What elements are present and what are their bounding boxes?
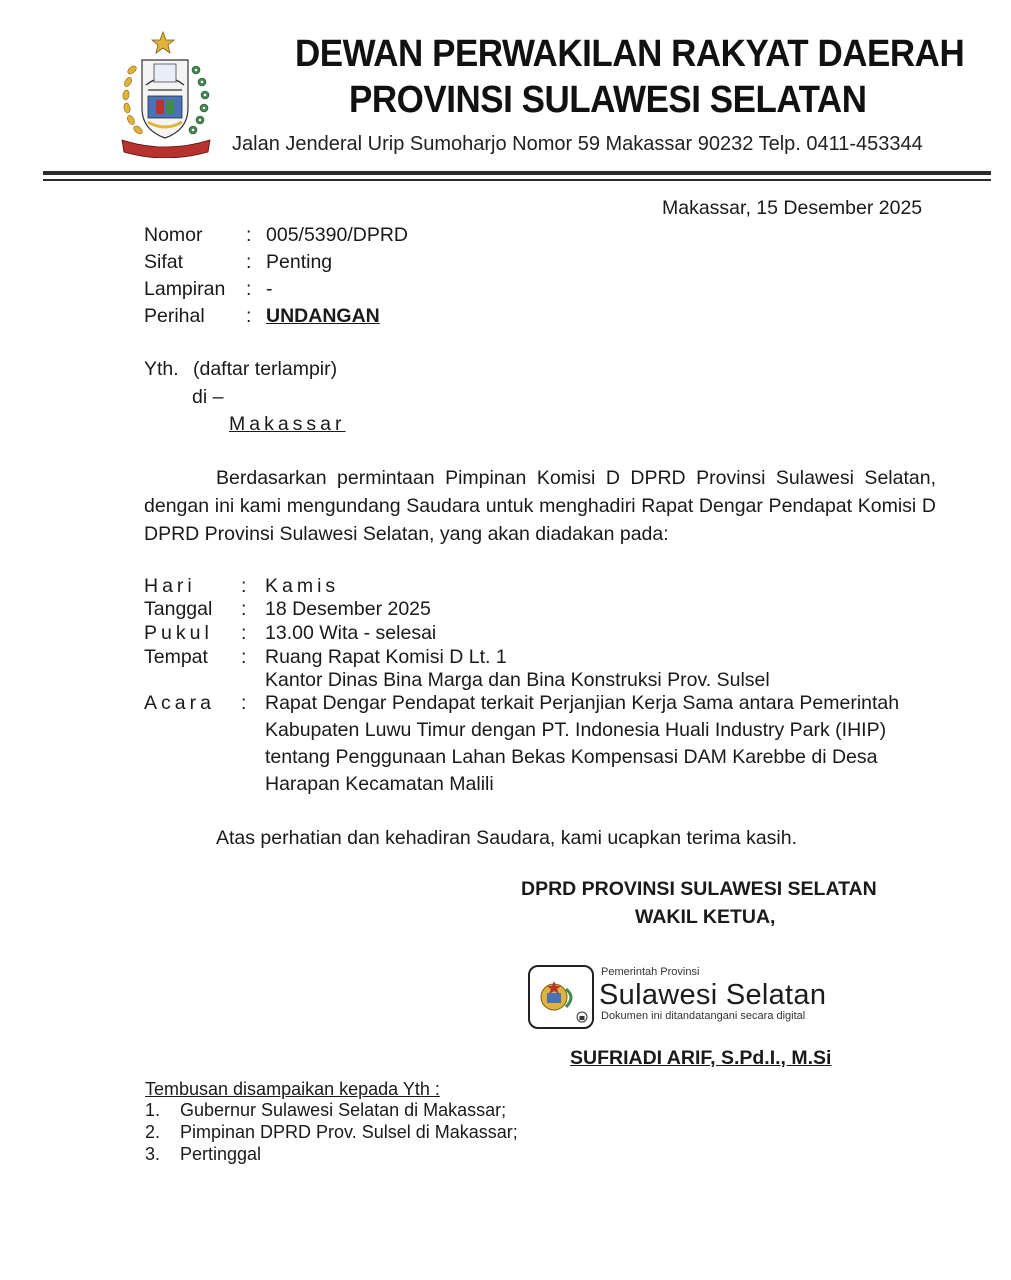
signatory-name: SUFRIADI ARIF, S.Pd.I., M.Si [570, 1047, 832, 1069]
meta-colon: : [246, 278, 252, 300]
cc-item-num: 3. [145, 1144, 161, 1164]
cc-item-num: 2. [145, 1122, 161, 1142]
meta-colon: : [246, 251, 252, 273]
schedule-label-pukul: Pukul [144, 622, 213, 644]
schedule-value-tanggal: 18 Desember 2025 [265, 598, 431, 620]
provincial-emblem-logo [118, 30, 216, 158]
meta-colon: : [246, 224, 252, 246]
letterhead-rule-thick [43, 171, 991, 175]
body-paragraph-text: Berdasarkan permintaan Pimpinan Komisi D DPRD Provinsi Sulawesi Selatan, dengan ini kami mengundang Saudara untuk menghadiri Rapat Dengar Pendapat Komisi D DPRD Provinsi Sulawesi Selatan, yang akan diadakan pada: [144, 467, 936, 545]
schedule-value-pukul: 13.00 Wita - selesai [265, 622, 437, 644]
cotton-branch-icon [189, 66, 209, 134]
schedule-value-acara: Rapat Dengar Pendapat terkait Perjanjian Kerja Sama antara Pemerintah Kabupaten Luwu Timur dengan PT. Indonesia Huali Industry Park (IHIP) tentang Penggunaan Lahan Bekas Kompensasi DAM Karebbe di Desa Harapan Kecamatan Malili [265, 692, 900, 795]
letterhead-rule-thin [43, 179, 991, 181]
letter-date: Makassar, 15 Desember 2025 [662, 197, 923, 219]
signature-position: WAKIL KETUA, [635, 906, 776, 928]
meta-colon: : [246, 305, 252, 327]
meta-value-sifat: Penting [266, 251, 333, 273]
meta-label-lampiran: Lampiran [144, 278, 226, 300]
badge-note-text: Dokumen ini ditandatangani secara digital [601, 1010, 806, 1022]
schedule-colon: : [241, 622, 247, 644]
signature-organization: DPRD PROVINSI SULAWESI SELATAN [521, 878, 877, 900]
schedule-label-hari: Hari [144, 575, 196, 597]
cc-item-text: Pertinggal [180, 1144, 262, 1164]
meta-value-lampiran: - [266, 278, 273, 300]
meta-value-nomor: 005/5390/DPRD [266, 224, 409, 246]
badge-top-text: Pemerintah Provinsi [601, 966, 700, 978]
schedule-label-tanggal: Tanggal [144, 598, 213, 620]
recipient-di: di – [192, 386, 224, 408]
letterhead-institution: DEWAN PERWAKILAN RAKYAT DAERAH [295, 33, 965, 75]
cc-item-text: Pimpinan DPRD Prov. Sulsel di Makassar; [180, 1122, 518, 1142]
schedule-colon: : [241, 646, 247, 668]
closing-sentence: Atas perhatian dan kehadiran Saudara, kami ucapkan terima kasih. [216, 827, 798, 849]
schedule-colon: : [241, 575, 247, 597]
schedule-label-acara: Acara [144, 692, 215, 714]
schedule-value-tempat-line1: Ruang Rapat Komisi D Lt. 1 [265, 646, 507, 668]
badge-main-text: Sulawesi Selatan [599, 979, 827, 1011]
schedule-value-tempat-line2: Kantor Dinas Bina Marga dan Bina Konstruksi Prov. Sulsel [265, 669, 770, 691]
meta-label-sifat: Sifat [144, 251, 184, 273]
cc-item-num: 1. [145, 1100, 161, 1120]
body-paragraph [144, 464, 936, 548]
schedule-colon: : [241, 598, 247, 620]
recipient-city: Makassar [229, 413, 346, 435]
meta-label-nomor: Nomor [144, 224, 203, 246]
meta-value-perihal: UNDANGAN [266, 305, 380, 327]
recipient-name: (daftar terlampir) [193, 358, 338, 380]
meta-label-perihal: Perihal [144, 305, 205, 327]
digital-signature-badge [528, 965, 594, 1029]
letterhead-address: Jalan Jenderal Urip Sumoharjo Nomor 59 Makassar 90232 Telp. 0411-453344 [232, 133, 923, 155]
cc-item-text: Gubernur Sulawesi Selatan di Makassar; [180, 1100, 507, 1120]
cc-title: Tembusan disampaikan kepada Yth : [145, 1079, 440, 1099]
star-icon [152, 32, 174, 53]
schedule-value-hari: Kamis [265, 575, 340, 597]
letterhead-province: PROVINSI SULAWESI SELATAN [349, 79, 867, 121]
schedule-label-tempat: Tempat [144, 646, 208, 668]
schedule-colon: : [241, 692, 247, 714]
rice-sheaf-icon [122, 64, 144, 135]
recipient-yth: Yth. [144, 358, 179, 380]
